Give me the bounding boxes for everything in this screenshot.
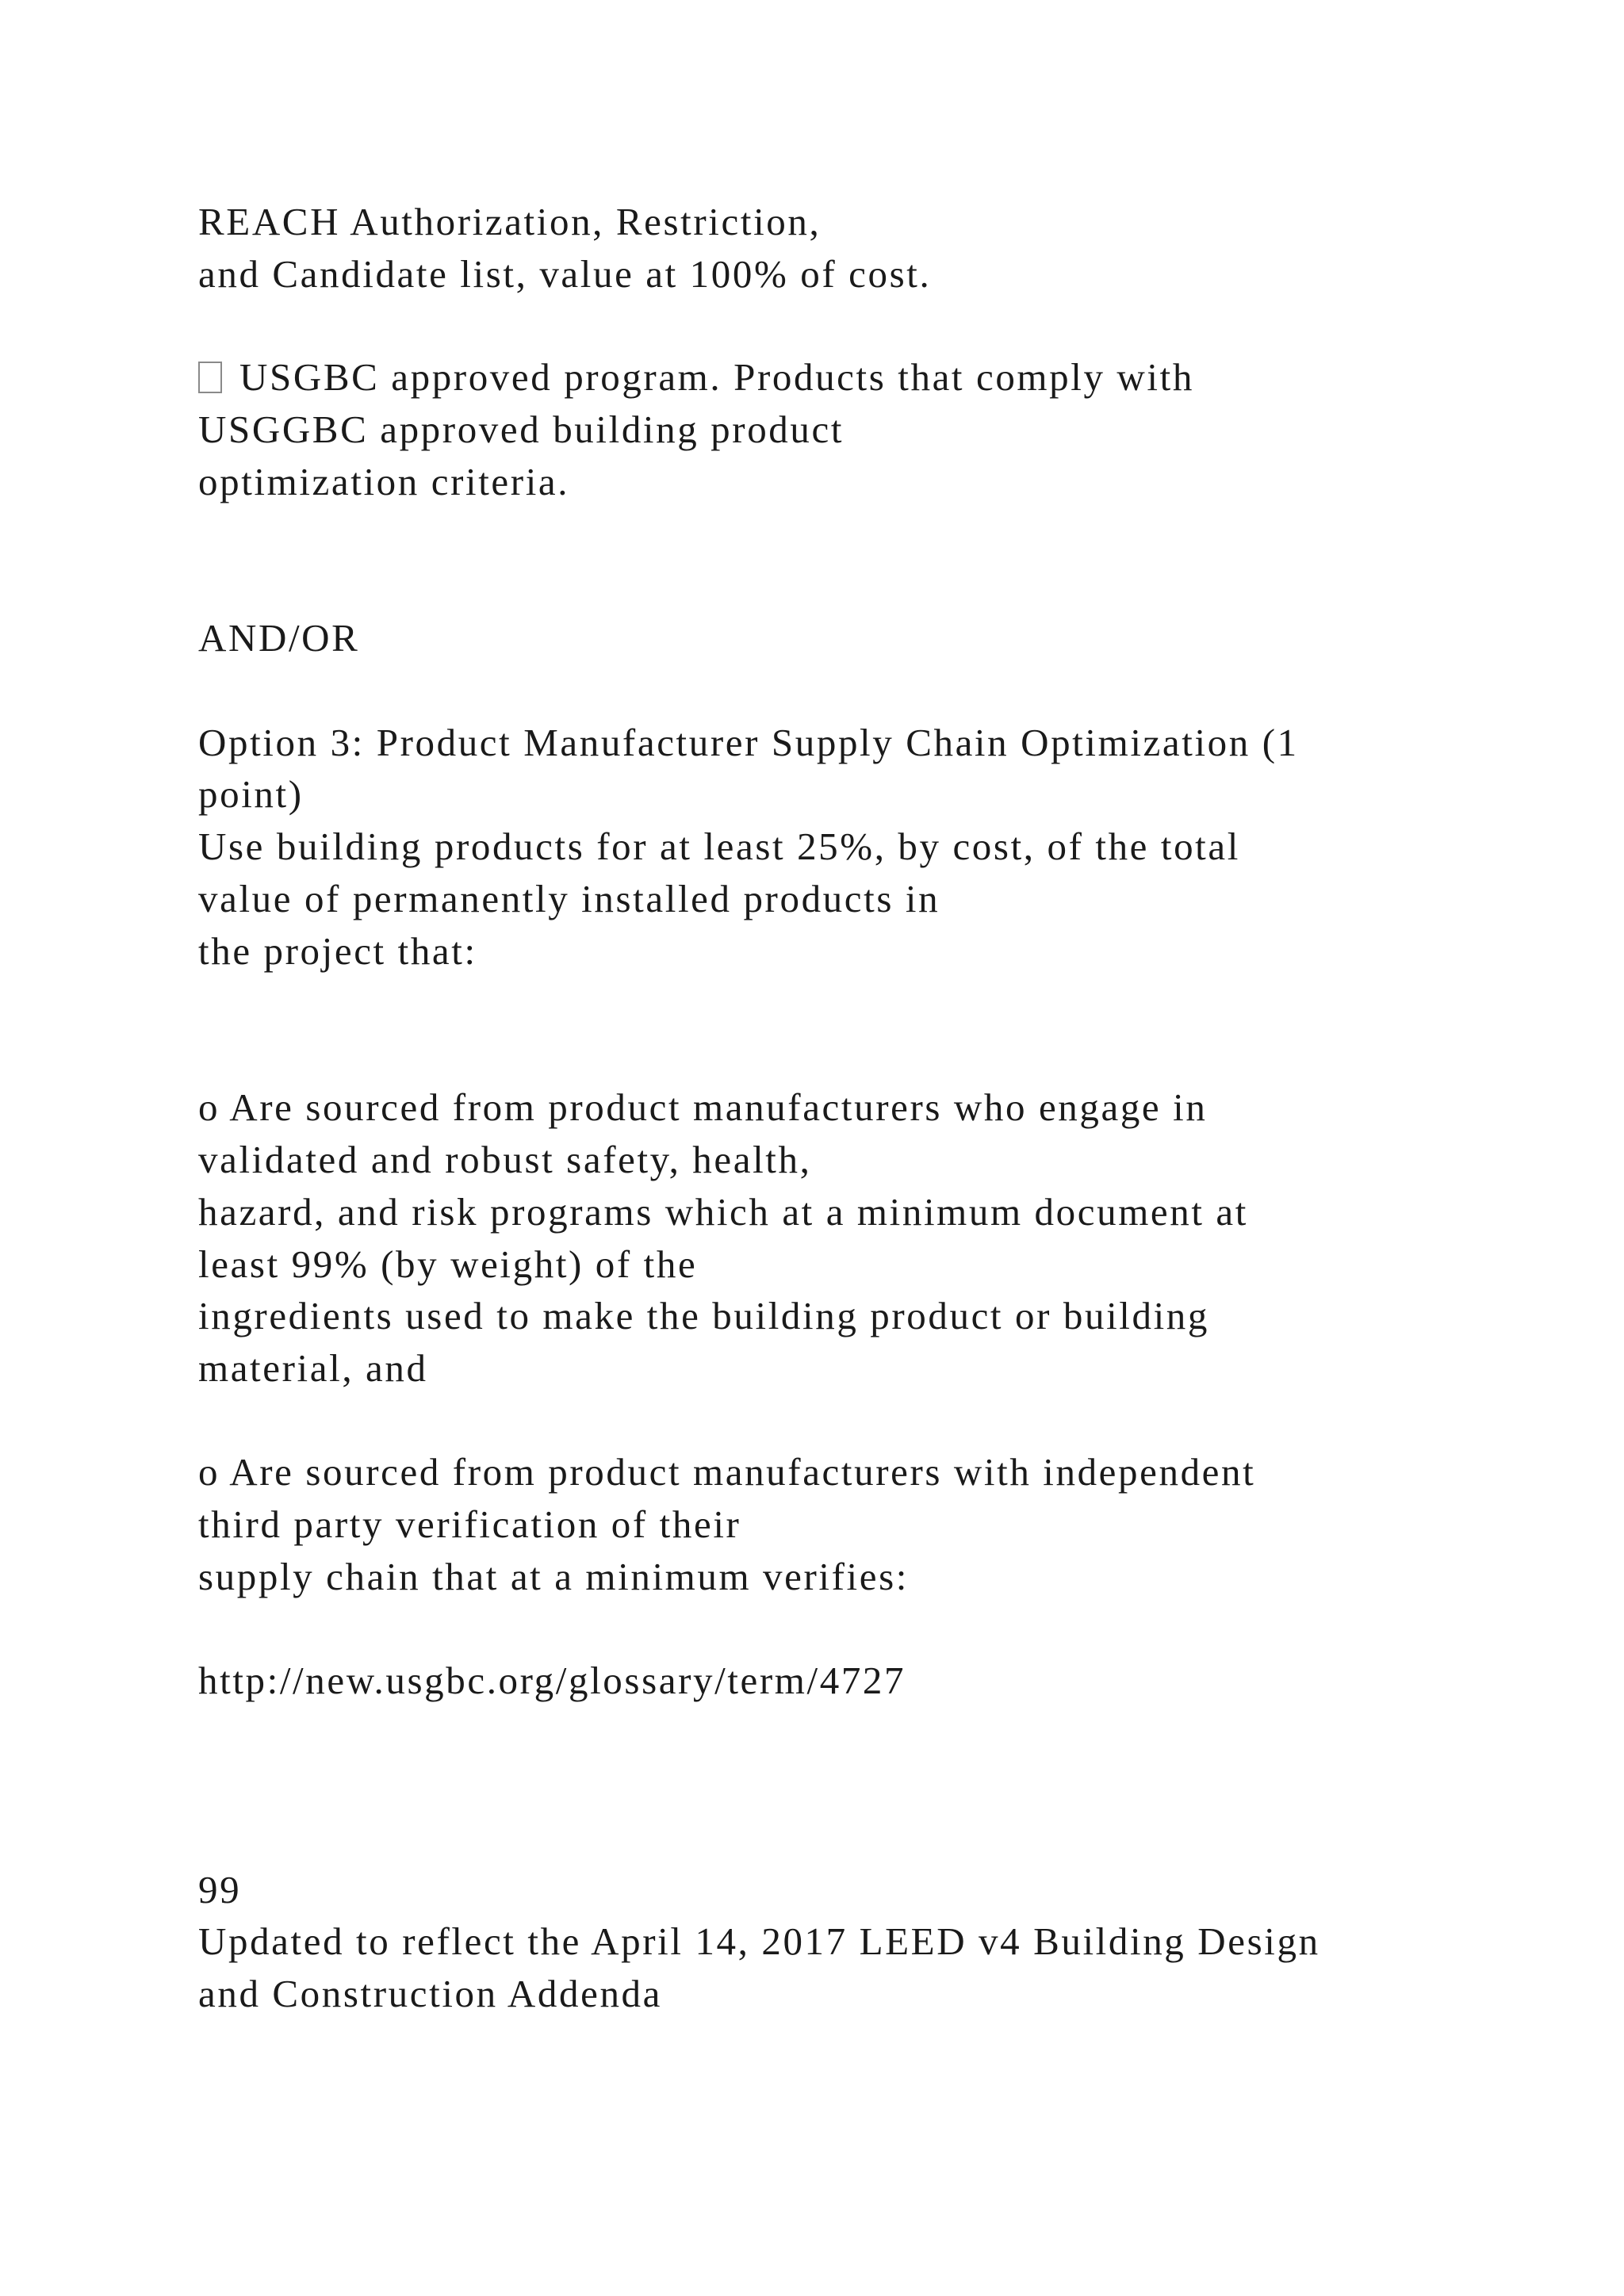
usgbc-bullet-text: USGBC approved program. Products that comply with bbox=[239, 355, 1194, 399]
sub-bullet-2-line-2: third party verification of their bbox=[198, 1502, 741, 1546]
sub-bullet-2-line-3: supply chain that at a minimum verifies: bbox=[198, 1555, 909, 1598]
sub-bullet-1-line-6: material, and bbox=[198, 1346, 428, 1390]
usgbc-bullet-line-3: optimization criteria. bbox=[198, 460, 570, 503]
missing-glyph-box-icon bbox=[198, 362, 222, 393]
usgbc-bullet-line-2: USGGBC approved building product bbox=[198, 408, 845, 451]
glossary-url: http://new.usgbc.org/glossary/term/4727 bbox=[198, 1659, 906, 1702]
intro-line-2: and Candidate list, value at 100% of cost. bbox=[198, 252, 932, 296]
sub-bullet-2-line-1: o Are sourced from product manufacturers with independent bbox=[198, 1450, 1256, 1494]
option3-body-line-2: value of permanently installed products in bbox=[198, 877, 940, 920]
sub-bullet-1-line-3: hazard, and risk programs which at a minimum document at bbox=[198, 1190, 1248, 1234]
option3-body-line-1: Use building products for at least 25%, by cost, of the total bbox=[198, 825, 1240, 868]
sub-bullet-1-line-2: validated and robust safety, health, bbox=[198, 1138, 812, 1181]
sub-bullet-1-line-4: least 99% (by weight) of the bbox=[198, 1242, 698, 1286]
option3-body-line-3: the project that: bbox=[198, 929, 477, 973]
option3-title-line-1: Option 3: Product Manufacturer Supply Chain Optimization (1 bbox=[198, 721, 1299, 764]
sub-bullet-1-line-1: o Are sourced from product manufacturers who engage in bbox=[198, 1085, 1208, 1129]
page-number: 99 bbox=[198, 1868, 242, 1911]
footer-line-2: and Construction Addenda bbox=[198, 1972, 662, 2015]
footer-line-1: Updated to reflect the April 14, 2017 LEED v4 Building Design bbox=[198, 1919, 1320, 1963]
usgbc-bullet-line-1 bbox=[198, 355, 1194, 399]
sub-bullet-1-line-5: ingredients used to make the building product or building bbox=[198, 1294, 1210, 1337]
intro-line-1: REACH Authorization, Restriction, bbox=[198, 200, 822, 243]
option3-title-line-2: point) bbox=[198, 772, 304, 816]
connector-and-or: AND/OR bbox=[198, 616, 360, 660]
